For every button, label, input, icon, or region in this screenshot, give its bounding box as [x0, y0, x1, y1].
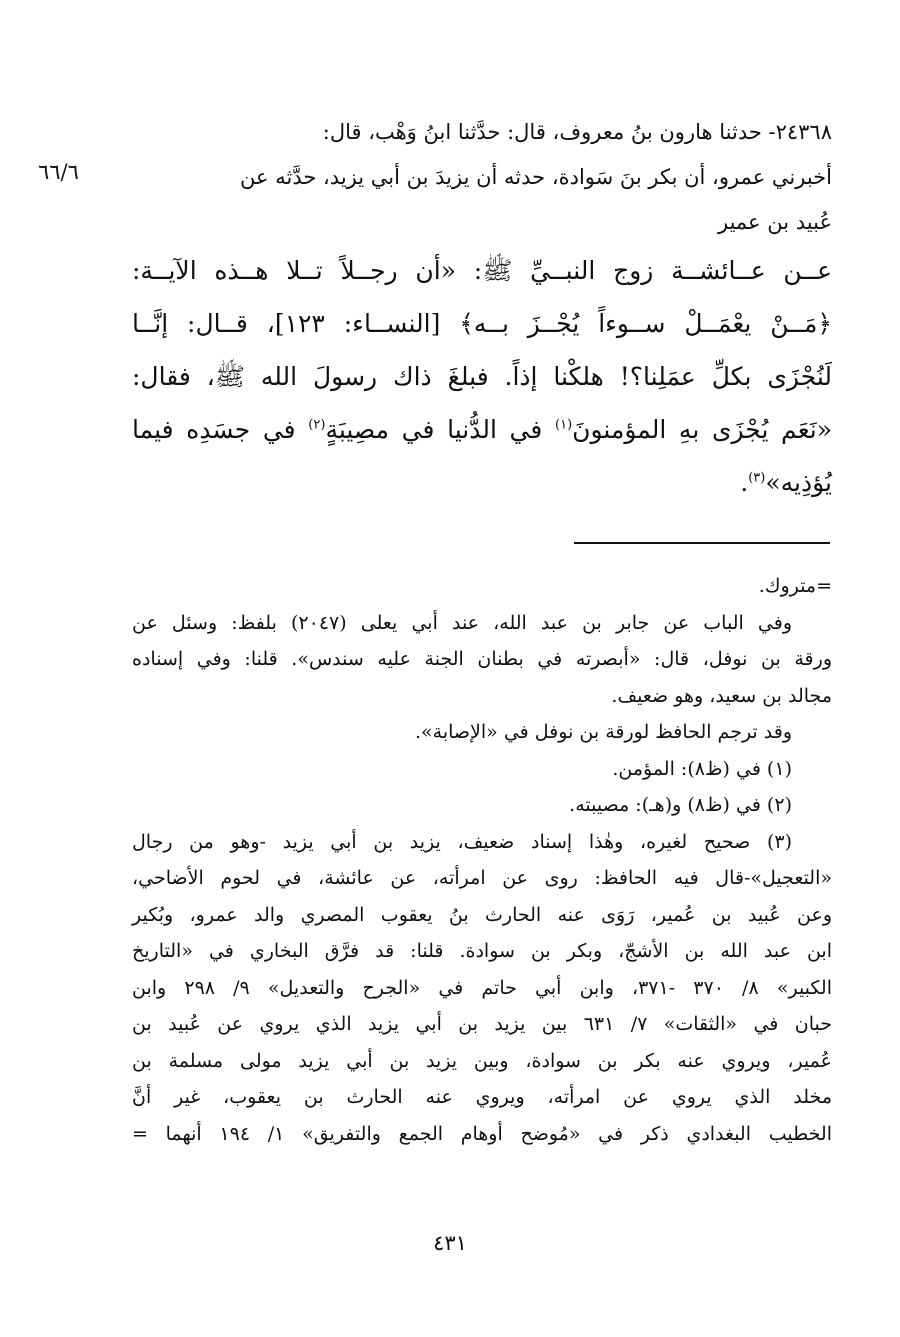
footnote-line: (٣) صحيح لغيره، وهٰذا إسناد ضعيف، يزيد بن أبي يزيد -وهو من رجال: [132, 830, 792, 853]
matn-segment: في الدُّنيا في مصِيبَةٍ: [325, 415, 555, 444]
isnad-line: ٢٤٣٦٨- حدثنا هارون بنُ معروف، قال: حدَّثنا ابنُ وَهْب، قال:: [322, 120, 832, 144]
footnote-line: وعن عُبيد بن عُمير، رَوَى عنه الحارث بنُ يعقوب المصري والد عمرو، وبُكير: [132, 903, 832, 926]
matn-segment: في جسَدِه فيما: [132, 415, 309, 444]
footnote-line: الكبير» ٨/ ٣٧٠ -٣٧١، وابن أبي حاتم في «الجرح والتعديل» ٩/ ٢٩٨ وابن: [132, 976, 832, 999]
footnote-line: وقد ترجم الحافظ لورقة بن نوفل في «الإصابة».: [414, 721, 792, 743]
hadith-matn: [132, 244, 832, 509]
matn-line: عــن عــائشــة زوج النبــيِّ ﷺ: «أن رجــلاً تــلا هــذه الآيــة:: [132, 256, 832, 285]
footnote-line: (٢) في (ظ٨) و(هـ): مصيبته.: [569, 794, 792, 816]
footnote-line: الخطيب البغدادي ذكر في «مُوضح أوهام الجمع والتفريق» ١/ ١٩٤ أنهما =: [132, 1122, 832, 1145]
footnote-marker: (٢): [308, 417, 326, 433]
matn-line: لَنُجْزَى بكلِّ عمَلِنا؟! هلكْنا إذاً. فبلغَ ذاك رسولَ الله ﷺ، فقال:: [132, 362, 832, 391]
matn-line: ﴿مَــنْ يعْمَــلْ ســوءاً يُجْــزَ بــه﴾ [النســاء: ١٢٣]، قــال: إنَّــا: [132, 309, 832, 338]
isnad-line: عُبيد بن عمير: [717, 210, 832, 234]
footnotes: [132, 568, 832, 1152]
footnote-line: عُمير، ويروي عنه بكر بن سوادة، وبين يزيد بن أبي يزيد مولى مسلمة بن: [132, 1049, 832, 1072]
footnote-line: وفي الباب عن جابر بن عبد الله، عند أبي يعلى (٢٠٤٧) بلفظ: وسئل عن: [132, 611, 792, 634]
matn-segment: «نَعَم يُجْزَى بهِ المؤمنونَ: [572, 415, 833, 444]
matn-line: [132, 456, 832, 509]
footnote-marker: (١): [555, 417, 573, 433]
matn-line: [132, 403, 832, 456]
volume-page-reference: ٦٦/٦: [38, 160, 79, 184]
matn-segment: يُؤذِيه»: [765, 468, 832, 497]
footnote-line: مخلد الذي يروي عن امرأته، ويروي عنه الحارث بن يعقوب، غير أنَّ: [132, 1086, 832, 1108]
matn-segment: .: [740, 468, 749, 497]
footnote-line: «التعجيل»-قال فيه الحافظ: روى عن امرأته، عن عائشة، في لحوم الأضاحي،: [132, 867, 832, 889]
footnote-line: ورقة بن نوفل، قال: «أبصرته في بطنان الجنة عليه سندس». قلنا: وفي إسناده: [132, 648, 832, 670]
hadith-isnad: [132, 110, 832, 245]
footnote-marker: (٣): [748, 470, 766, 486]
footnote-line: =متروك.: [758, 575, 832, 597]
footnote-line: مجالد بن سعيد، وهو ضعيف.: [611, 684, 832, 707]
isnad-line: أخبرني عمرو، أن بكر بنَ سَوادة، حدثه أن يزيدَ بن أبي يزيد، حدَّثه عن: [240, 165, 832, 189]
footnote-line: (١) في (ظ٨): المؤمن.: [612, 757, 792, 780]
footnote-separator: [574, 542, 830, 544]
page-number: ٤٣١: [433, 1231, 467, 1255]
footnote-line: ابن عبد الله بن الأشجّ، وبكر بن سوادة. قلنا: قد فرَّق البخاري في «التاريخ: [132, 940, 832, 962]
footnote-line: حبان في «الثقات» ٧/ ٦٣١ بين يزيد بن أبي يزيد الذي يروي عن عُبيد بن: [132, 1013, 832, 1035]
